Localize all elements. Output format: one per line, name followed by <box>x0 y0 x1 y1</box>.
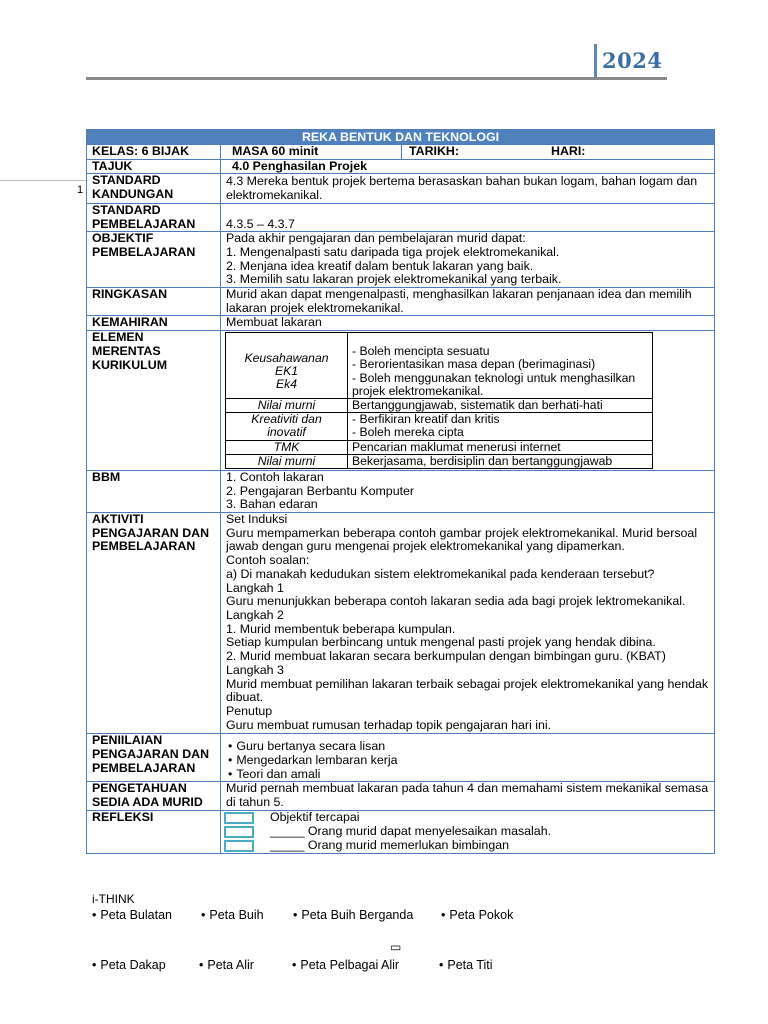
standard-pembelajaran-label: STANDARD PEMBELAJARAN <box>87 203 221 231</box>
refleksi-checkbox[interactable] <box>224 812 254 824</box>
emk-value-line: - Berfikiran kreatif dan kritis <box>352 412 500 427</box>
refleksi-value <box>221 810 715 853</box>
aktiviti-line: 2. Murid membuat lakaran secara berkumpulan dengan bimbingan guru. (KBAT) <box>226 649 666 664</box>
objektif-line: 2. Menjana idea kreatif dalam bentuk lakaran yang baik. <box>226 258 534 273</box>
emk-key-nilai-murni: Nilai murni <box>226 398 348 412</box>
penilaian-value <box>221 734 715 782</box>
aktiviti-label: AKTIVITI PENGAJARAN DAN PEMBELAJARAN <box>87 513 221 734</box>
kemahiran-value: Membuat lakaran <box>221 316 715 331</box>
aktiviti-line: Penutup <box>226 703 273 718</box>
ithink-item: • Peta Pokok <box>441 908 513 922</box>
standard-pembelajaran-value: 4.3.5 – 4.3.7 <box>221 203 715 231</box>
aktiviti-line: Langkah 3 <box>226 662 284 677</box>
emk-value-line: - Boleh mereka cipta <box>352 425 464 440</box>
tajuk-label: TAJUK <box>87 159 221 174</box>
ringkasan-value: Murid akan dapat mengenalpasti, menghasilkan lakaran penjanaan idea dan memilih lakaran projek elektromekanikal. <box>221 288 715 316</box>
ithink-item: • Peta Titi <box>439 958 493 972</box>
header-rule <box>86 77 667 80</box>
ithink-title: i-THINK <box>92 892 135 906</box>
aktiviti-line: Guru membuat rumusan terhadap topik pengajaran hari ini. <box>226 717 552 732</box>
emk-value-line: - Berorientasikan masa depan (berimaginasi) <box>352 357 596 372</box>
emk-key-nilai-murni-2: Nilai murni <box>226 454 348 468</box>
aktiviti-line: Langkah 2 <box>226 608 284 622</box>
aktiviti-line: Contoh soalan: <box>226 553 310 568</box>
aktiviti-line: Setiap kumpulan berbincang untuk mengenal pasti projek yang hendak dibina. <box>226 635 656 650</box>
tarikh-label: TARIKH: <box>409 144 460 158</box>
objektif-value <box>221 232 715 288</box>
emk-label: ELEMEN MERENTAS KURIKULUM <box>87 331 221 471</box>
header-accent-bar <box>594 44 597 79</box>
ithink-item: • Peta Alir <box>199 958 254 972</box>
ithink-item: • Peta Pelbagai Alir <box>292 958 399 972</box>
ithink-item: • Peta Buih <box>201 908 264 922</box>
emk-value-kreativiti <box>348 413 653 440</box>
emk-key-tmk: TMK <box>226 440 348 454</box>
margin-line-number: 1 <box>77 184 84 196</box>
masa-label: MASA 60 minit <box>221 145 402 159</box>
emk-value-nilai-murni: Bertanggungjawab, sistematik dan berhati-hati <box>348 398 653 412</box>
aktiviti-line: a) Di manakah kedudukan sistem elektromekanikal pada kenderaan tersebut? <box>226 566 655 581</box>
aktiviti-line: Guru menunjukkan beberapa contoh lakaran sedia ada bagi projek lektromekanikal. <box>226 594 686 609</box>
kemahiran-label: KEMAHIRAN <box>87 316 221 331</box>
emk-cell <box>221 331 715 471</box>
penilaian-item: • Guru bertanya secara lisan <box>228 740 709 754</box>
emk-key-line: EK1 <box>274 363 299 378</box>
aktiviti-line: Guru mempamerkan beberapa contoh gambar projek elektromekanikal. Murid bersoal jawab dengan guru mengenai projek elektromekanikal yang dipamerkan. <box>226 525 698 554</box>
penilaian-label: PENIILAIAN PENGAJARAN DAN PEMBELAJARAN <box>87 734 221 782</box>
aktiviti-line: 1. Murid membentuk beberapa kumpulan. <box>226 621 456 636</box>
emk-value-line: - Boleh mencipta sesuatu <box>352 344 490 359</box>
refleksi-line: Objektif tercapai <box>270 809 360 824</box>
objektif-line: 1. Mengenalpasti satu daripada tiga projek elektromekanikal. <box>226 244 560 259</box>
bbm-line: 3. Bahan edaran <box>226 497 318 512</box>
tajuk-value: 4.0 Penghasilan Projek <box>221 159 715 174</box>
hari-label: HARI: <box>551 144 586 158</box>
emk-value-nilai-murni-2: Bekerjasama, berdisiplin dan bertanggungjawab <box>348 454 653 468</box>
pengetahuan-label: PENGETAHUAN SEDIA ADA MURID <box>87 782 221 810</box>
standard-kandungan-value: 4.3 Mereka bentuk projek bertema berasaskan bahan bukan logam, bahan logam dan elektromekanikal. <box>221 174 715 203</box>
refleksi-checkbox[interactable] <box>224 826 254 838</box>
bbm-line: 2. Pengajaran Berbantu Komputer <box>226 483 415 498</box>
header-year: 2024 <box>602 48 663 73</box>
bbm-line: 1. Contoh lakaran <box>226 469 324 484</box>
aktiviti-line: Langkah 1 <box>226 580 284 595</box>
objektif-line: Pada akhir pengajaran dan pembelajaran murid dapat: <box>226 231 526 246</box>
emk-table <box>225 332 653 469</box>
bbm-label: BBM <box>87 470 221 512</box>
refleksi-label: REFLEKSI <box>87 810 221 853</box>
pengetahuan-value: Murid pernah membuat lakaran pada tahun 4 dan memahami sistem mekanikal semasa di tahun 5. <box>221 782 715 810</box>
ithink-item: • Peta Bulatan <box>92 908 172 922</box>
standard-kandungan-label: STANDARD KANDUNGAN <box>87 174 221 203</box>
bbm-value <box>221 470 715 512</box>
penilaian-item: • Mengedarkan lembaran kerja <box>228 754 709 768</box>
placeholder-glyph-icon: ▭ <box>390 940 402 954</box>
table-title: REKA BENTUK DAN TEKNOLOGI <box>87 130 715 145</box>
objektif-line: 3. Memilih satu lakaran projek elektromekanikal yang terbaik. <box>226 272 562 287</box>
kelas-cell: KELAS: 6 BIJAK <box>87 145 221 160</box>
masa-tarikh-hari-cell <box>221 145 715 160</box>
refleksi-checkbox[interactable] <box>224 840 254 852</box>
lesson-plan-table <box>86 129 715 854</box>
aktiviti-line: Set Induksi <box>226 512 288 527</box>
emk-key-line: Keusahawanan <box>244 350 329 365</box>
penilaian-item: • Teori dan amali <box>228 768 709 782</box>
aktiviti-line: Murid membuat pemilihan lakaran terbaik sebagai projek elektromekanikal yang hendak dibuat. <box>226 676 709 705</box>
emk-value-line: - Boleh menggunakan teknologi untuk menghasilkan projek elektromekanikal. <box>352 370 636 398</box>
emk-value-tmk: Pencarian maklumat menerusi internet <box>348 440 653 454</box>
aktiviti-value <box>221 513 715 734</box>
refleksi-line: _____ Orang murid dapat menyelesaikan masalah. <box>270 823 552 838</box>
ithink-item: • Peta Dakap <box>92 958 166 972</box>
objektif-label: OBJEKTIF PEMBELAJARAN <box>87 232 221 288</box>
emk-key-keusahawanan <box>226 333 348 399</box>
margin-line <box>0 180 86 181</box>
emk-key-line: Ek4 <box>275 377 297 392</box>
emk-key-line: Kreativiti dan <box>251 412 322 427</box>
refleksi-line: _____ Orang murid memerlukan bimbingan <box>270 837 509 852</box>
ithink-item: • Peta Buih Berganda <box>293 908 413 922</box>
emk-value-keusahawanan <box>348 333 653 399</box>
ringkasan-label: RINGKASAN <box>87 288 221 316</box>
emk-key-kreativiti <box>226 413 348 440</box>
emk-key-line: inovatif <box>267 425 306 440</box>
